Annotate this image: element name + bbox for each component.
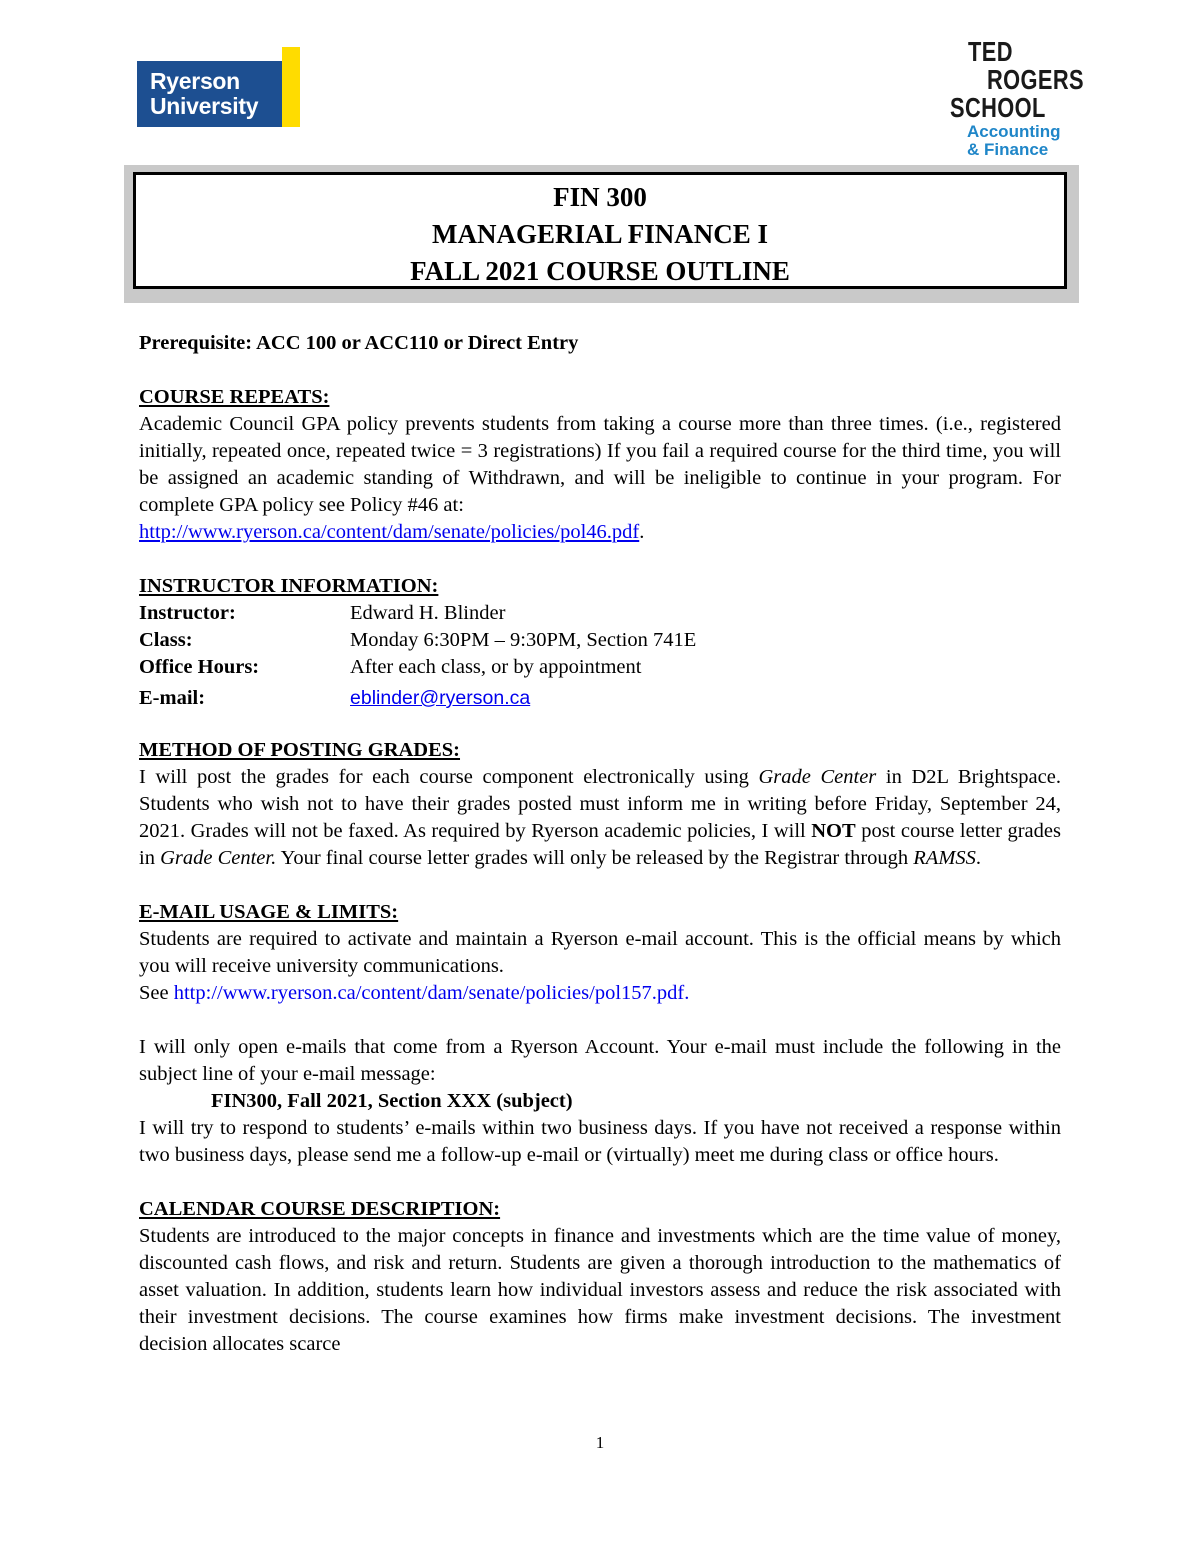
outline-content: [139, 330, 1061, 1358]
grades-grade-center-1: Grade Center: [758, 766, 877, 788]
email-label: E-mail:: [139, 687, 206, 709]
grades-ramss: RAMSS: [913, 847, 976, 869]
grades-grade-center-2: Grade Center.: [160, 847, 277, 869]
ryerson-university-logo: [137, 47, 300, 129]
class-row: [139, 627, 1061, 654]
class-label: Class:: [139, 629, 193, 651]
email-subject-format: FIN300, Fall 2021, Section XXX (subject): [211, 1090, 573, 1112]
calendar-description-text: Students are introduced to the major concepts in finance and investments which are the time value of money, discounted cash flows, and risk and return. Students are given a thorough introduction to the mathematics of asset valuation. In addition, students learn how individual investors assess and reduce the risk associated with their investment decisions. The course examines how firms make investment decisions. The investment decision allocates scarce: [139, 1225, 1061, 1355]
ryerson-logo-box: [137, 61, 282, 127]
office-hours-row: [139, 654, 1061, 681]
grades-text-4: Your final course letter grades will only be released by the Registrar through: [276, 847, 914, 869]
email-policy-see: [139, 980, 1061, 1007]
calendar-description-heading: CALENDAR COURSE DESCRIPTION:: [139, 1198, 501, 1220]
email-row: [139, 681, 1061, 712]
page-number: 1: [595, 1433, 605, 1452]
instructor-info-heading: INSTRUCTOR INFORMATION:: [139, 575, 439, 597]
class-value: Monday 6:30PM – 9:30PM, Section 741E: [350, 629, 697, 651]
ryerson-logo-line1: Ryerson: [150, 68, 240, 94]
grades-not-emphasis: NOT: [811, 820, 856, 842]
ryerson-logo-yellow-bar: [282, 47, 300, 127]
email-see-label: See: [139, 982, 174, 1004]
posting-grades-text: [139, 764, 1061, 872]
policy-46-period: .: [639, 521, 645, 543]
instructor-row: [139, 600, 1061, 627]
course-repeats-body: Academic Council GPA policy prevents students from taking a course more than three times. (i.e., registered initially, repeated once, repeated twice = 3 registrations) If you fail a required course for the third time, you will be assigned an academic standing of Withdrawn, and will be ineligible to continue in your program. For complete GPA policy see Policy #46 at:: [139, 413, 1061, 516]
trs-logo-line1: TED: [968, 36, 1013, 67]
trs-logo-sub1: Accounting: [967, 122, 1061, 141]
policy-46-link[interactable]: http://www.ryerson.ca/content/dam/senate/policies/pol46.pdf: [139, 521, 640, 543]
course-repeats-text: [139, 411, 1061, 546]
prerequisite: Prerequisite: ACC 100 or ACC110 or Direct Entry: [139, 332, 579, 354]
trs-logo-line3: SCHOOL: [950, 92, 1046, 123]
instructor-value: Edward H. Blinder: [350, 602, 506, 624]
course-outline-term: FALL 2021 COURSE OUTLINE: [410, 256, 790, 286]
ted-rogers-school-logo: [950, 38, 1090, 160]
course-title-box: [133, 172, 1067, 289]
trs-logo-line2: ROGERS: [987, 64, 1085, 95]
email-usage-text-1: Students are required to activate and maintain a Ryerson e-mail account. This is the official means by which you will receive university communications.: [139, 928, 1061, 977]
trs-logo-sub2: & Finance: [967, 140, 1049, 159]
email-usage-text-2: I will only open e-mails that come from a Ryerson Account. Your e-mail must include the following in the subject line of your e-mail message:: [139, 1036, 1061, 1085]
course-repeats-heading: COURSE REPEATS:: [139, 386, 330, 408]
policy-157-link[interactable]: http://www.ryerson.ca/content/dam/senate/policies/pol157.pdf: [173, 982, 685, 1004]
grades-text-3: post course letter grades in: [139, 820, 1061, 869]
instructor-label: Instructor:: [139, 602, 236, 624]
email-usage-heading: E-MAIL USAGE & LIMITS:: [139, 901, 399, 923]
email-usage-text-3: I will try to respond to students’ e-mails within two business days. If you have not received a response within two business days, please send me a follow-up e-mail or (virtually) meet me during class or office hours.: [139, 1117, 1061, 1166]
grades-text-5: .: [975, 847, 982, 869]
office-hours-label: Office Hours:: [139, 656, 260, 678]
ryerson-logo-line2: University: [150, 93, 259, 119]
policy-157-period: .: [684, 982, 690, 1004]
grades-text-1: I will post the grades for each course component electronically using: [139, 766, 759, 788]
instructor-email-link[interactable]: eblinder@ryerson.ca: [350, 687, 531, 709]
course-name: MANAGERIAL FINANCE I: [431, 219, 769, 249]
grades-text-2: in D2L Brightspace. Students who wish not to have their grades posted must inform me in writing before Friday, September 24, 2021. Grades will not be faxed. As required by Ryerson academic policies, I will: [139, 766, 1061, 842]
course-code: FIN 300: [553, 182, 647, 212]
office-hours-value: After each class, or by appointment: [350, 656, 642, 678]
posting-grades-heading: METHOD OF POSTING GRADES:: [139, 739, 461, 761]
